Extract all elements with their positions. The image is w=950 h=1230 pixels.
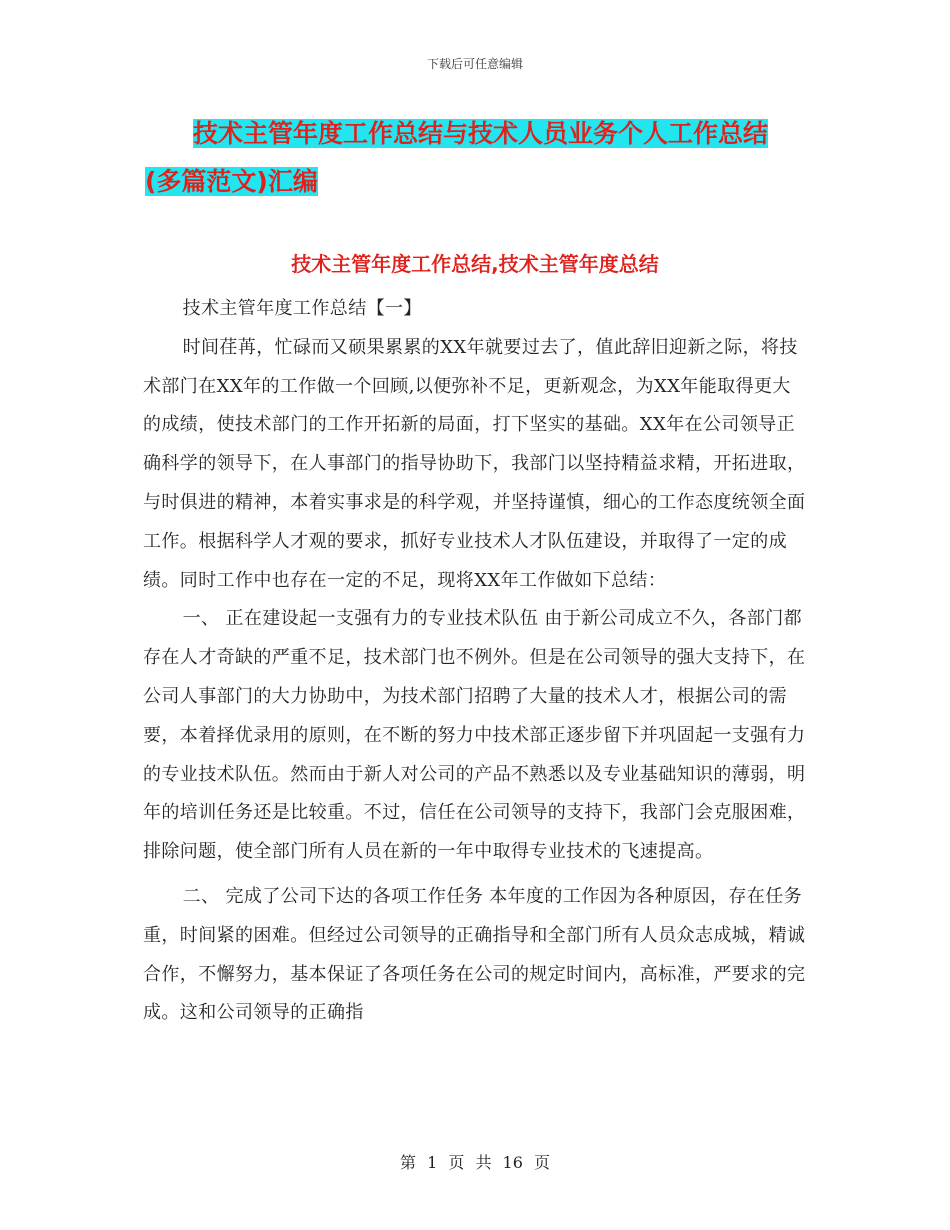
title-highlight-1: 技术主管年度工作总结与技术人员业务个人工作总结 [193, 119, 769, 148]
page-footer: 第 1 页 共 16 页 [400, 1153, 550, 1172]
document-title-line-1 [145, 110, 835, 158]
section-title: 技术主管年度工作总结,技术主管年度总结 [291, 252, 659, 276]
paragraph-subheading: 技术主管年度工作总结【一】 [182, 298, 422, 319]
paragraph-section-2: 二、 完成了公司下达的各项工作任务 本年度的工作因为各种原因，存在任务重，时间紧的困难。但经过公司领导的正确指导和全部门所有人员众志成城，精诚合作，不懈努力，基本保证了各项任务在公司的规定时间内，高标准，严要求的完成。这和公司领导的正确指 [143, 885, 806, 1024]
header-note: 下载后可任意编辑 [426, 57, 523, 71]
paragraph-intro: 时间荏苒，忙碌而又硕果累累的XX年就要过去了，值此辞旧迎新之际，将技术部门在XX年的工作做一个回顾,以便弥补不足，更新观念，为XX年能取得更大的成绩，使技术部门的工作开拓新的局面，打下坚实的基础。XX年在公司领导正确科学的领导下，在人事部门的指导协助下，我部门以坚持精益求精，开拓进取，与时俱进的精神，本着实事求是的科学观，并坚持谨慎，细心的工作态度统领全面工作。根据科学人才观的要求，抓好专业技术人才队伍建设，并取得了一定的成绩。同时工作中也存在一定的不足，现将XX年工作做如下总结： [143, 336, 806, 591]
document-body [143, 290, 807, 1033]
document-title-line-2 [145, 158, 835, 206]
paragraph-section-1: 一、 正在建设起一支强有力的专业技术队伍 由于新公司成立不久，各部门都存在人才奇缺的严重不足，技术部门也不例外。但是在公司领导的强大支持下，在公司人事部门的大力协助中，为技术部门招聘了大量的技术人才，根据公司的需要，本着择优录用的原则，在不断的努力中技术部正逐步留下并巩固起一支强有力的专业技术队伍。然而由于新人对公司的产品不熟悉以及专业基础知识的薄弱，明年的培训任务还是比较重。不过，信任在公司领导的支持下，我部门会克服困难，排除问题，使全部门所有人员在新的一年中取得专业技术的飞速提高。 [143, 608, 806, 863]
title-highlight-2: (多篇范文)汇编 [145, 167, 318, 196]
document-title [145, 110, 835, 206]
